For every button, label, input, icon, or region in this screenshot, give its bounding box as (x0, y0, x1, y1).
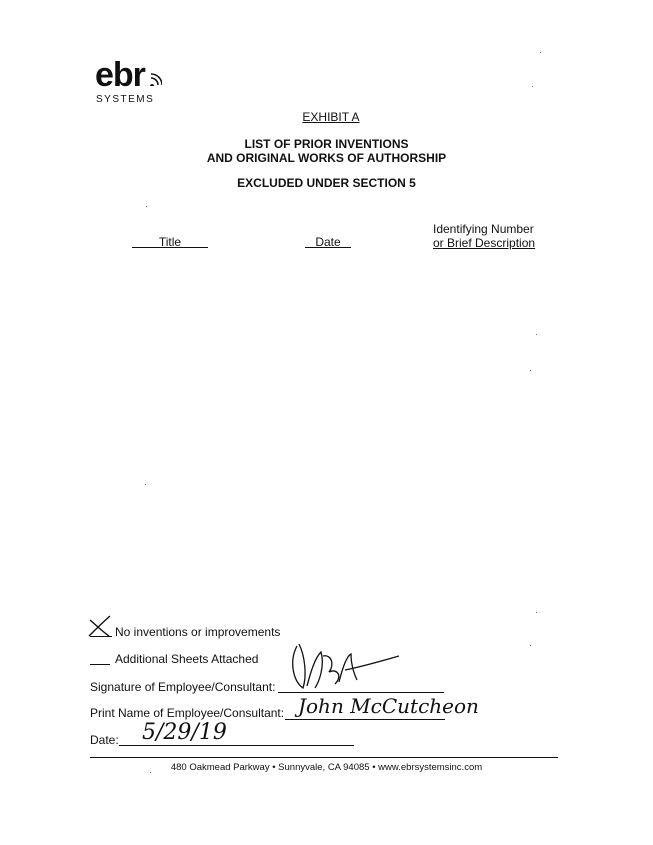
no-inventions-label: No inventions or improvements (115, 625, 281, 639)
date-label: Date: (90, 733, 119, 747)
column-header-identifying-line1: Identifying Number (433, 222, 534, 236)
date-line[interactable] (119, 745, 354, 746)
print-name-label: Print Name of Employee/Consultant: (90, 706, 285, 720)
document-title-line1: LIST OF PRIOR INVENTIONS (244, 137, 409, 151)
company-logo: ebr (95, 56, 145, 94)
signature-drawing (285, 636, 405, 696)
footer-address: 480 Oakmead Parkway • Sunnyvale, CA 94085 • www.ebrsystemsinc.com (170, 762, 483, 773)
scan-speck (145, 484, 146, 485)
signature-label: Signature of Employee/Consultant: (90, 680, 276, 694)
print-name-handwritten: John McCutcheon (298, 694, 479, 718)
document-title-line2: AND ORIGINAL WORKS OF AUTHORSHIP (206, 151, 447, 165)
additional-sheets-label: Additional Sheets Attached (115, 652, 259, 666)
scan-speck (146, 206, 147, 207)
signal-icon (150, 72, 162, 86)
footer-rule (90, 757, 558, 758)
additional-sheets-blank[interactable] (90, 664, 110, 665)
scan-speck (532, 86, 533, 87)
checkmark-x-icon (85, 614, 115, 640)
scan-speck (150, 772, 151, 773)
column-header-identifying-line2: or Brief Description (433, 236, 536, 250)
scan-speck (540, 52, 541, 53)
print-name-line[interactable] (285, 719, 445, 720)
scan-speck (530, 370, 531, 371)
scan-speck (536, 334, 537, 335)
company-logo-subtitle: SYSTEMS (96, 94, 155, 105)
scan-speck (536, 612, 537, 613)
column-header-date: Date (315, 235, 341, 249)
exhibit-heading: EXHIBIT A (302, 110, 360, 124)
column-header-title: Title (158, 235, 182, 249)
document-title-line3: EXCLUDED UNDER SECTION 5 (237, 176, 416, 190)
date-handwritten: 5/29/19 (142, 720, 227, 745)
scan-speck (530, 645, 531, 646)
